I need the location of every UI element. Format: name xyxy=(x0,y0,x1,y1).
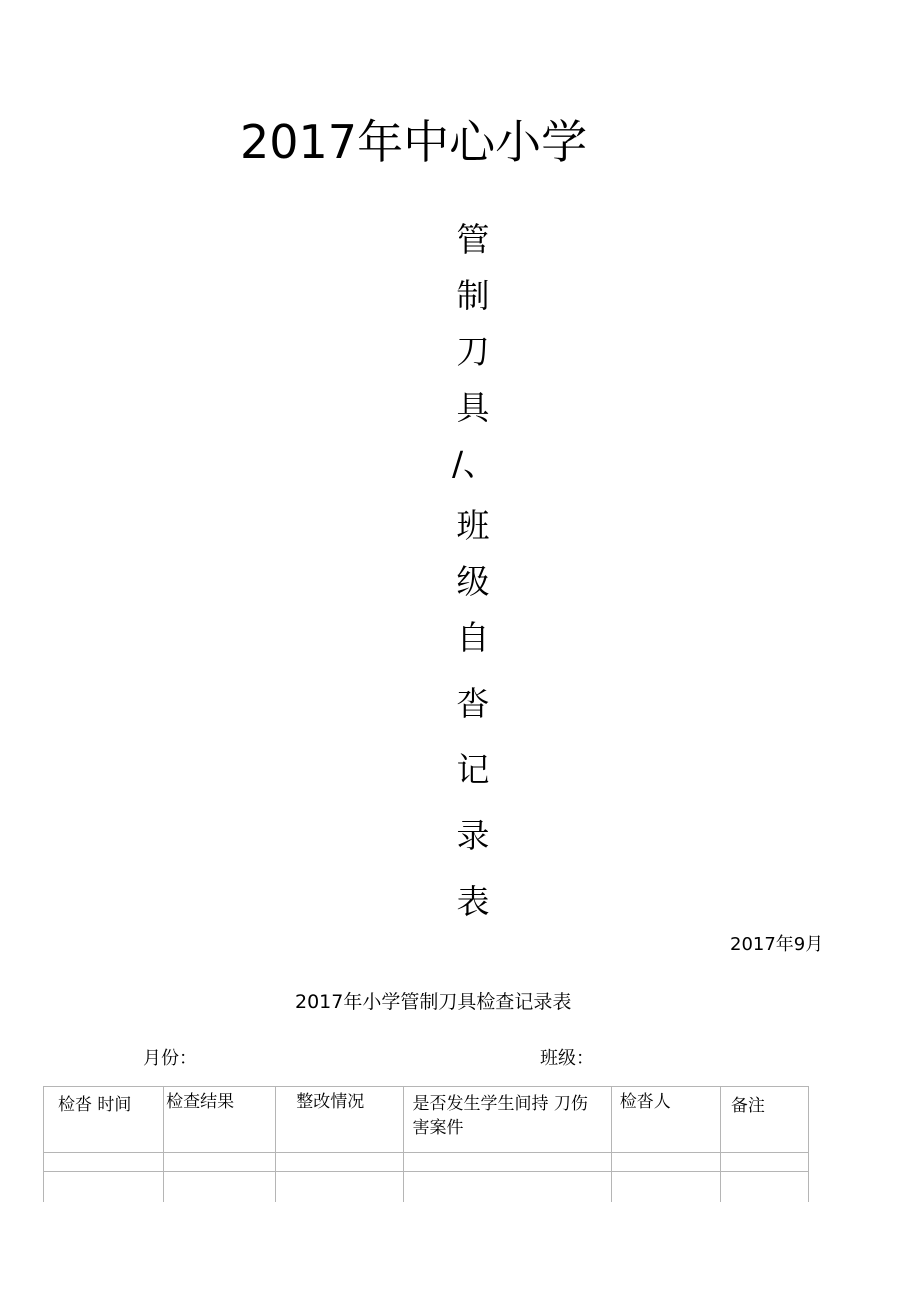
table-cell[interactable] xyxy=(164,1172,276,1203)
table-cell[interactable] xyxy=(404,1153,611,1172)
record-sheet-title: 2017年小学管制刀具检查记录表 xyxy=(295,991,572,1013)
table-cell[interactable] xyxy=(720,1153,808,1172)
table-cell[interactable] xyxy=(276,1153,404,1172)
table-cell[interactable] xyxy=(44,1172,164,1203)
inspection-record-table xyxy=(43,1086,809,1202)
vertical-title-char: 表 xyxy=(456,882,490,921)
column-header-remarks: 备注 xyxy=(720,1087,808,1153)
vertical-title-char: 记 xyxy=(456,750,490,789)
table-cell[interactable] xyxy=(404,1172,611,1203)
vertical-title-char: 沓 xyxy=(456,684,490,723)
table-cell[interactable] xyxy=(611,1153,720,1172)
table-row xyxy=(44,1172,809,1203)
vertical-title-char: 管 xyxy=(456,220,490,259)
column-header-knife-incident: 是否发生学生间持 刀伤害案件 xyxy=(404,1087,611,1153)
column-header-inspection-result: 检查结果 xyxy=(164,1087,276,1153)
vertical-title xyxy=(452,212,497,930)
vertical-title-char: 刀 xyxy=(456,332,490,371)
vertical-title-char: 录 xyxy=(456,816,490,855)
vertical-title-char: 级 xyxy=(456,562,490,601)
vertical-title-char: /、 xyxy=(452,444,497,483)
table-row xyxy=(44,1153,809,1172)
vertical-title-char: 自 xyxy=(456,618,490,657)
vertical-title-char: 班 xyxy=(456,506,490,545)
school-title: 2017年中心小学 xyxy=(240,115,588,169)
vertical-title-char: 具 xyxy=(456,388,490,427)
table-cell[interactable] xyxy=(44,1153,164,1172)
table-header-row xyxy=(44,1087,809,1153)
table-cell[interactable] xyxy=(164,1153,276,1172)
table-cell[interactable] xyxy=(276,1172,404,1203)
column-header-inspection-time: 检沓 时间 xyxy=(44,1087,164,1153)
vertical-title-char: 制 xyxy=(456,276,490,315)
class-label: 班级： xyxy=(540,1048,594,1069)
table-cell[interactable] xyxy=(720,1172,808,1203)
month-label: 月份： xyxy=(143,1048,197,1069)
table-cell[interactable] xyxy=(611,1172,720,1203)
column-header-inspector: 检沓人 xyxy=(611,1087,720,1153)
cover-date: 2017年9月 xyxy=(730,934,824,955)
column-header-rectification: 整改情况 xyxy=(276,1087,404,1153)
